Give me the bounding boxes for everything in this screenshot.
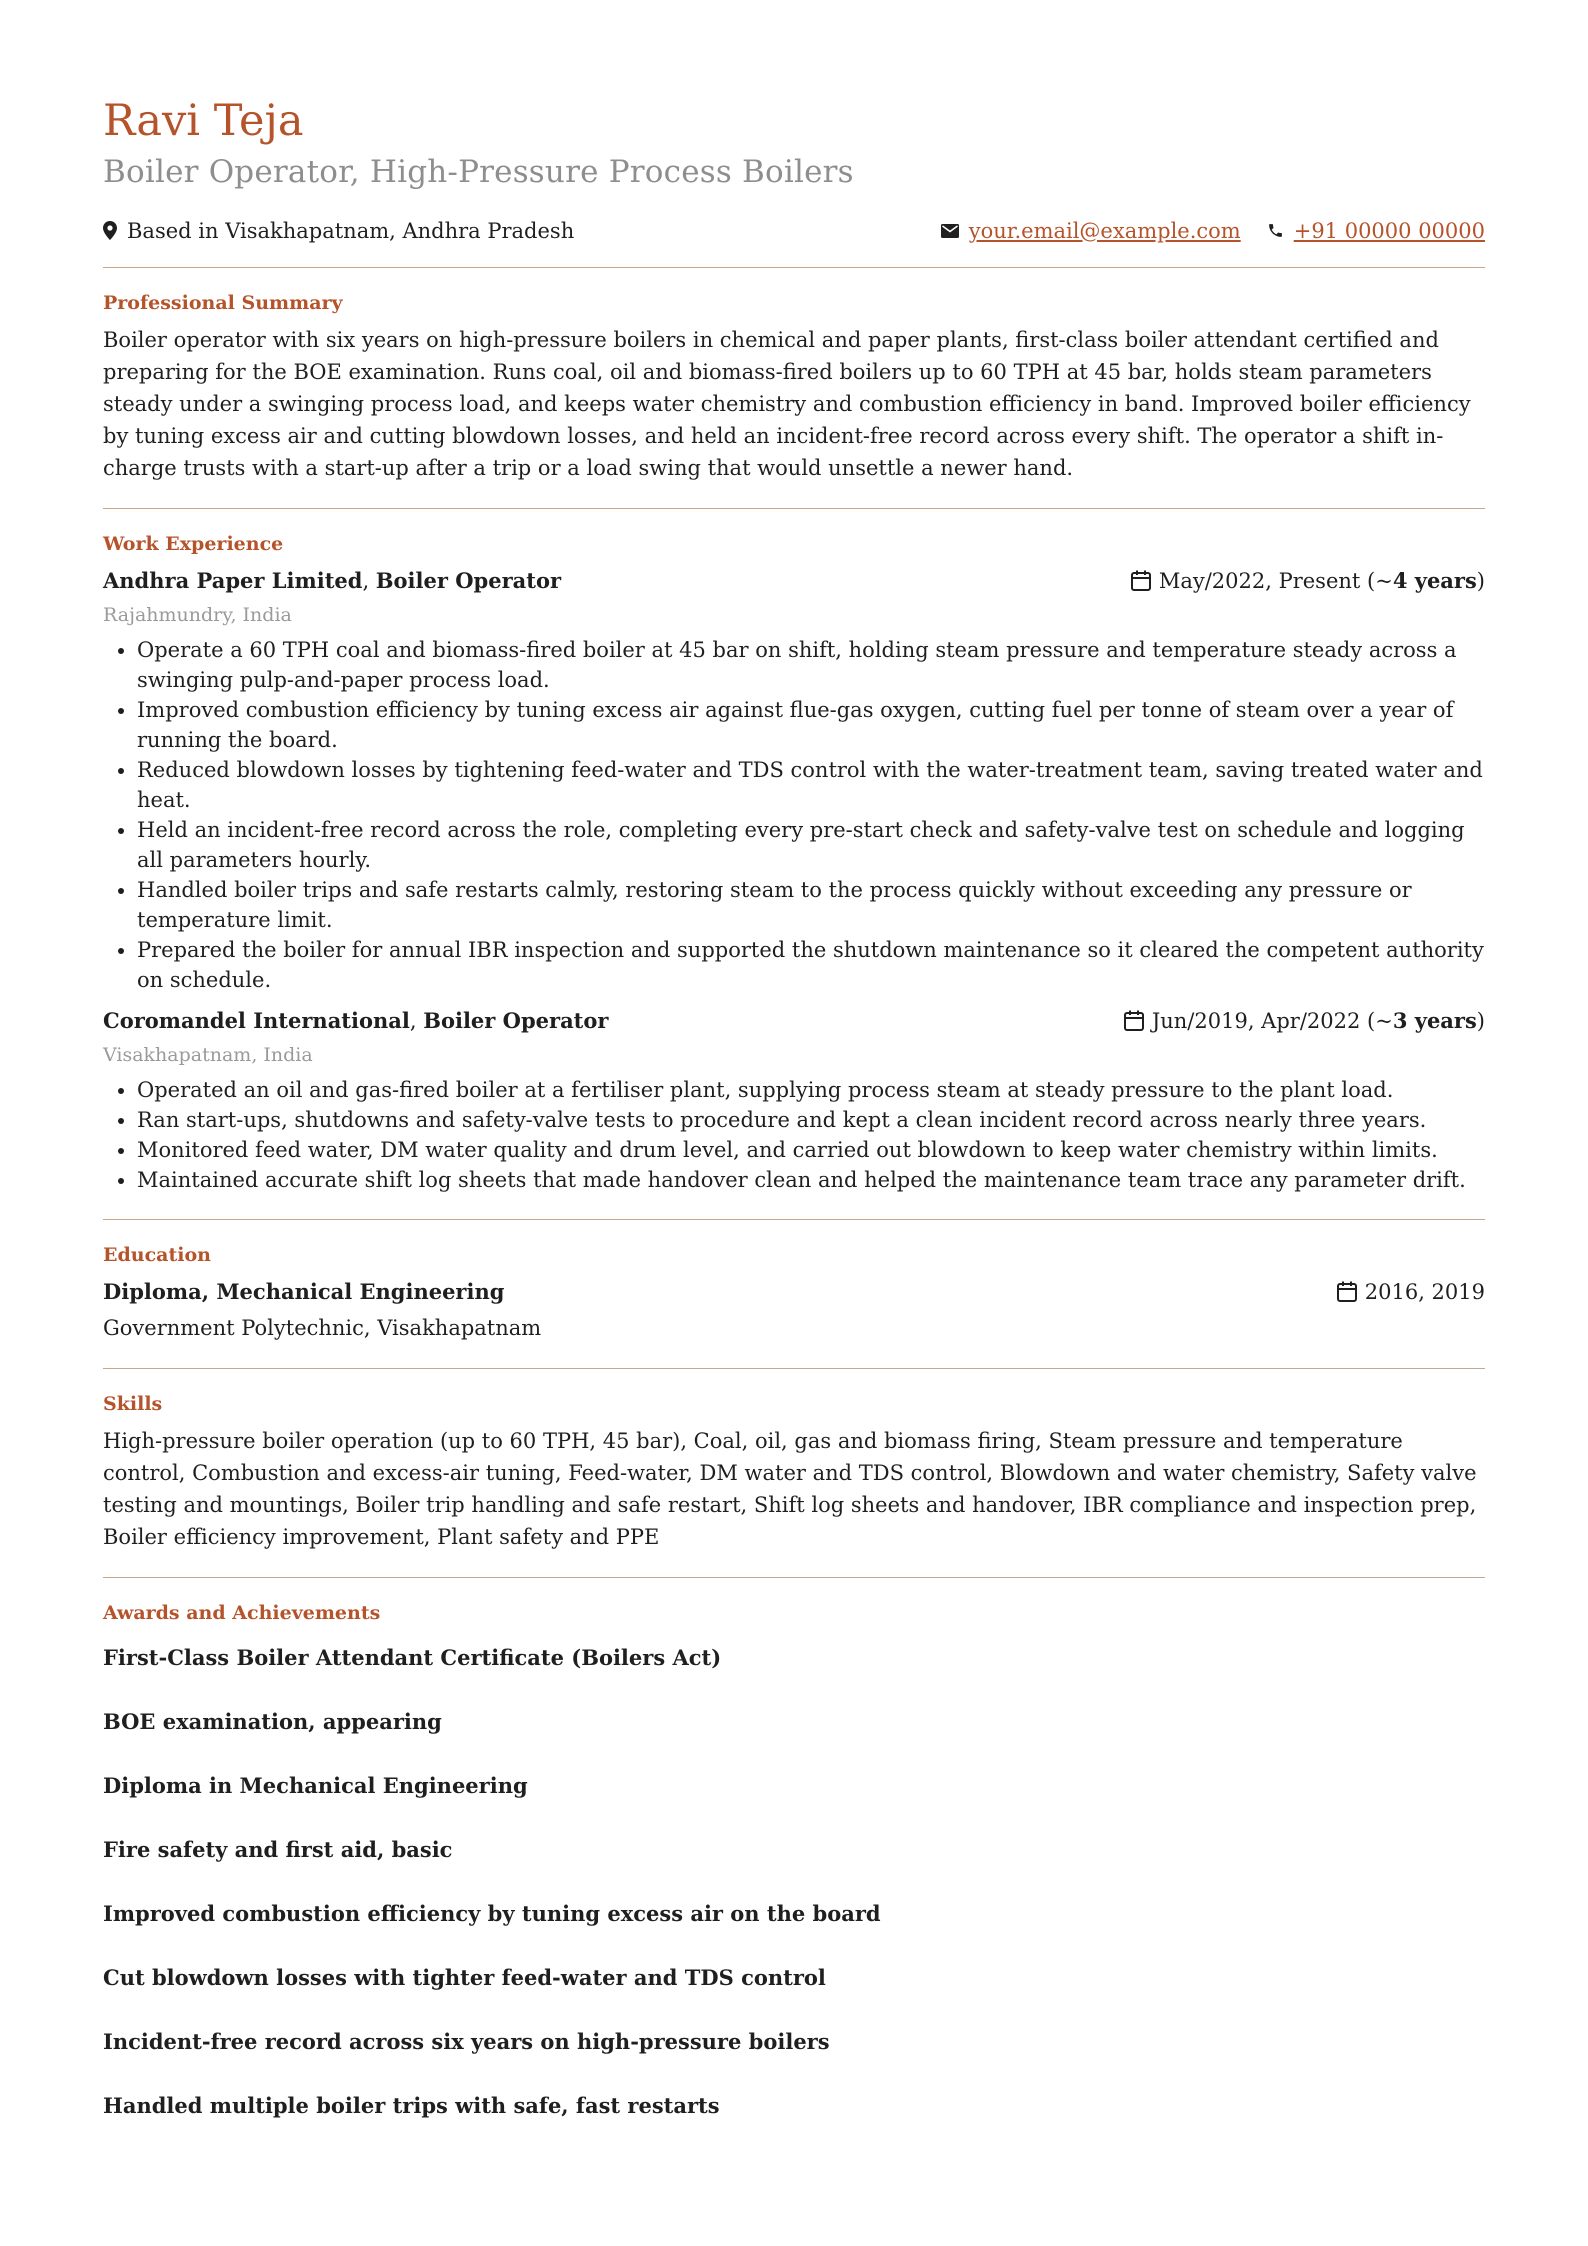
award-item: Improved combustion efficiency by tuning excess air on the board bbox=[103, 1900, 881, 1926]
education-title: Education bbox=[103, 1243, 211, 1266]
awards-section bbox=[103, 1578, 1485, 2146]
job-bullet: • Operated an oil and gas-fired boiler at a fertiliser plant, supplying process steam at steady pressure to the plant load. bbox=[137, 1075, 1485, 1105]
education-degree: Diploma, Mechanical Engineering bbox=[103, 1278, 505, 1304]
awards-title: Awards and Achievements bbox=[103, 1601, 381, 1624]
calendar-icon bbox=[1124, 1010, 1144, 1031]
job-company: Coromandel International bbox=[103, 1007, 410, 1033]
skills-section bbox=[103, 1369, 1485, 1577]
resume-header bbox=[103, 0, 1485, 268]
award-item: Fire safety and first aid, basic bbox=[103, 1836, 453, 1862]
calendar-icon bbox=[1337, 1281, 1357, 1302]
location-item bbox=[103, 219, 574, 243]
email-item bbox=[941, 219, 1241, 243]
job-dates: Jun/2019, Apr/2022 (~ 3 years ) bbox=[1124, 1005, 1485, 1037]
job-date-range: Jun/2019, Apr/2022 (~ bbox=[1151, 1008, 1393, 1033]
job-company: Andhra Paper Limited bbox=[103, 567, 363, 593]
experience-title: Work Experience bbox=[103, 532, 284, 555]
job-bullet: • Monitored feed water, DM water quality and drum level, and carried out blowdown to keep water chemistry within limits. bbox=[137, 1135, 1485, 1165]
envelope-icon bbox=[941, 224, 959, 238]
phone-icon bbox=[1267, 222, 1284, 239]
award-item: First-Class Boiler Attendant Certificate (Boilers Act) bbox=[103, 1644, 722, 1670]
job-bullet: • Reduced blowdown losses by tightening feed-water and TDS control with the water-treatment team, saving treated water and heat. bbox=[137, 755, 1485, 815]
job-bullets bbox=[103, 1075, 1485, 1195]
job-location: Visakhapatnam, India bbox=[103, 1043, 313, 1066]
job-location: Rajahmundry, India bbox=[103, 603, 292, 626]
job-bullet: • Improved combustion efficiency by tuning excess air against flue-gas oxygen, cutting fuel per tonne of steam over a year of running the board. bbox=[137, 695, 1485, 755]
job-bullet: • Operate a 60 TPH coal and biomass-fired boiler at 45 bar on shift, holding steam pressure and temperature steady across a swinging pulp-and-paper process load. bbox=[137, 635, 1485, 695]
job-bullet: • Prepared the boiler for annual IBR inspection and supported the shutdown maintenance so it cleared the competent authority on schedule. bbox=[137, 935, 1485, 995]
job-bullet: • Held an incident-free record across the role, completing every pre-start check and safety-valve test on schedule and logging all parameters hourly. bbox=[137, 815, 1485, 875]
job-duration: 4 years bbox=[1392, 567, 1477, 593]
summary-text: Boiler operator with six years on high-pressure boilers in chemical and paper plants, first-class boiler attendant certified and preparing for the BOE examination. Runs coal, oil and biomass-fired boilers up to 60 TPH at 45 bar, holds steam parameters steady under a swinging process load, and keeps water chemistry and combustion efficiency in band. Improved boiler efficiency by tuning excess air and cutting blowdown losses, and held an incident-free record across every shift. The operator a shift in-charge trusts with a start-up after a trip or a load swing that would unsettle a newer hand. bbox=[103, 327, 1471, 480]
awards-list bbox=[103, 1642, 1485, 2122]
education-dates: 2016, 2019 bbox=[1337, 1276, 1485, 1308]
job-title: Andhra Paper Limited, Boiler Operator bbox=[103, 567, 562, 593]
map-pin-icon bbox=[103, 221, 117, 240]
phone-link[interactable]: +91 00000 00000 bbox=[1293, 218, 1485, 243]
skills-title: Skills bbox=[103, 1392, 163, 1415]
award-item: BOE examination, appearing bbox=[103, 1708, 442, 1734]
job-dates: May/2022, Present (~ 4 years ) bbox=[1131, 565, 1485, 597]
education-institution: Government Polytechnic, Visakhapatnam bbox=[103, 1315, 542, 1340]
email-link[interactable]: your.email@example.com bbox=[968, 218, 1241, 243]
job-bullets bbox=[103, 635, 1485, 995]
job-role: Boiler Operator bbox=[423, 1007, 609, 1033]
award-item: Diploma in Mechanical Engineering bbox=[103, 1772, 528, 1798]
job-entry bbox=[103, 565, 1485, 995]
job-bullet: • Maintained accurate shift log sheets that made handover clean and helped the maintenance team trace any parameter drift. bbox=[137, 1165, 1485, 1195]
job-bullet: • Ran start-ups, shutdowns and safety-valve tests to procedure and kept a clean incident record across nearly three years. bbox=[137, 1105, 1485, 1135]
candidate-name: Ravi Teja bbox=[103, 96, 304, 146]
award-item: Incident-free record across six years on high-pressure boilers bbox=[103, 2028, 830, 2054]
job-entry bbox=[103, 1005, 1485, 1195]
skills-text: High-pressure boiler operation (up to 60 TPH, 45 bar), Coal, oil, gas and biomass firing, Steam pressure and temperature control, Combustion and excess-air tuning, Feed-water, DM water and TDS control, Blowdown and water chemistry, Safety valve testing and mountings, Boiler trip handling and safe restart, Shift log sheets and handover, IBR compliance and inspection prep, Boiler efficiency improvement, Plant safety and PPE bbox=[103, 1428, 1477, 1549]
award-item: Cut blowdown losses with tighter feed-water and TDS control bbox=[103, 1964, 826, 1990]
job-duration: 3 years bbox=[1392, 1007, 1477, 1033]
award-item: Handled multiple boiler trips with safe, fast restarts bbox=[103, 2092, 720, 2118]
contact-row bbox=[103, 219, 1485, 243]
job-title: Coromandel International, Boiler Operator bbox=[103, 1007, 609, 1033]
job-date-range: May/2022, Present (~ bbox=[1158, 568, 1393, 593]
summary-section bbox=[103, 268, 1485, 508]
phone-item bbox=[1267, 219, 1485, 243]
calendar-icon bbox=[1131, 570, 1151, 591]
job-role: Boiler Operator bbox=[375, 567, 562, 593]
education-section bbox=[103, 1220, 1485, 1368]
location-text: Based in Visakhapatnam, Andhra Pradesh bbox=[127, 218, 575, 243]
experience-section bbox=[103, 509, 1485, 1219]
candidate-headline: Boiler Operator, High-Pressure Process Boilers bbox=[103, 153, 854, 190]
job-bullet: • Handled boiler trips and safe restarts calmly, restoring steam to the process quickly without exceeding any pressure or temperature limit. bbox=[137, 875, 1485, 935]
summary-title: Professional Summary bbox=[103, 291, 343, 314]
